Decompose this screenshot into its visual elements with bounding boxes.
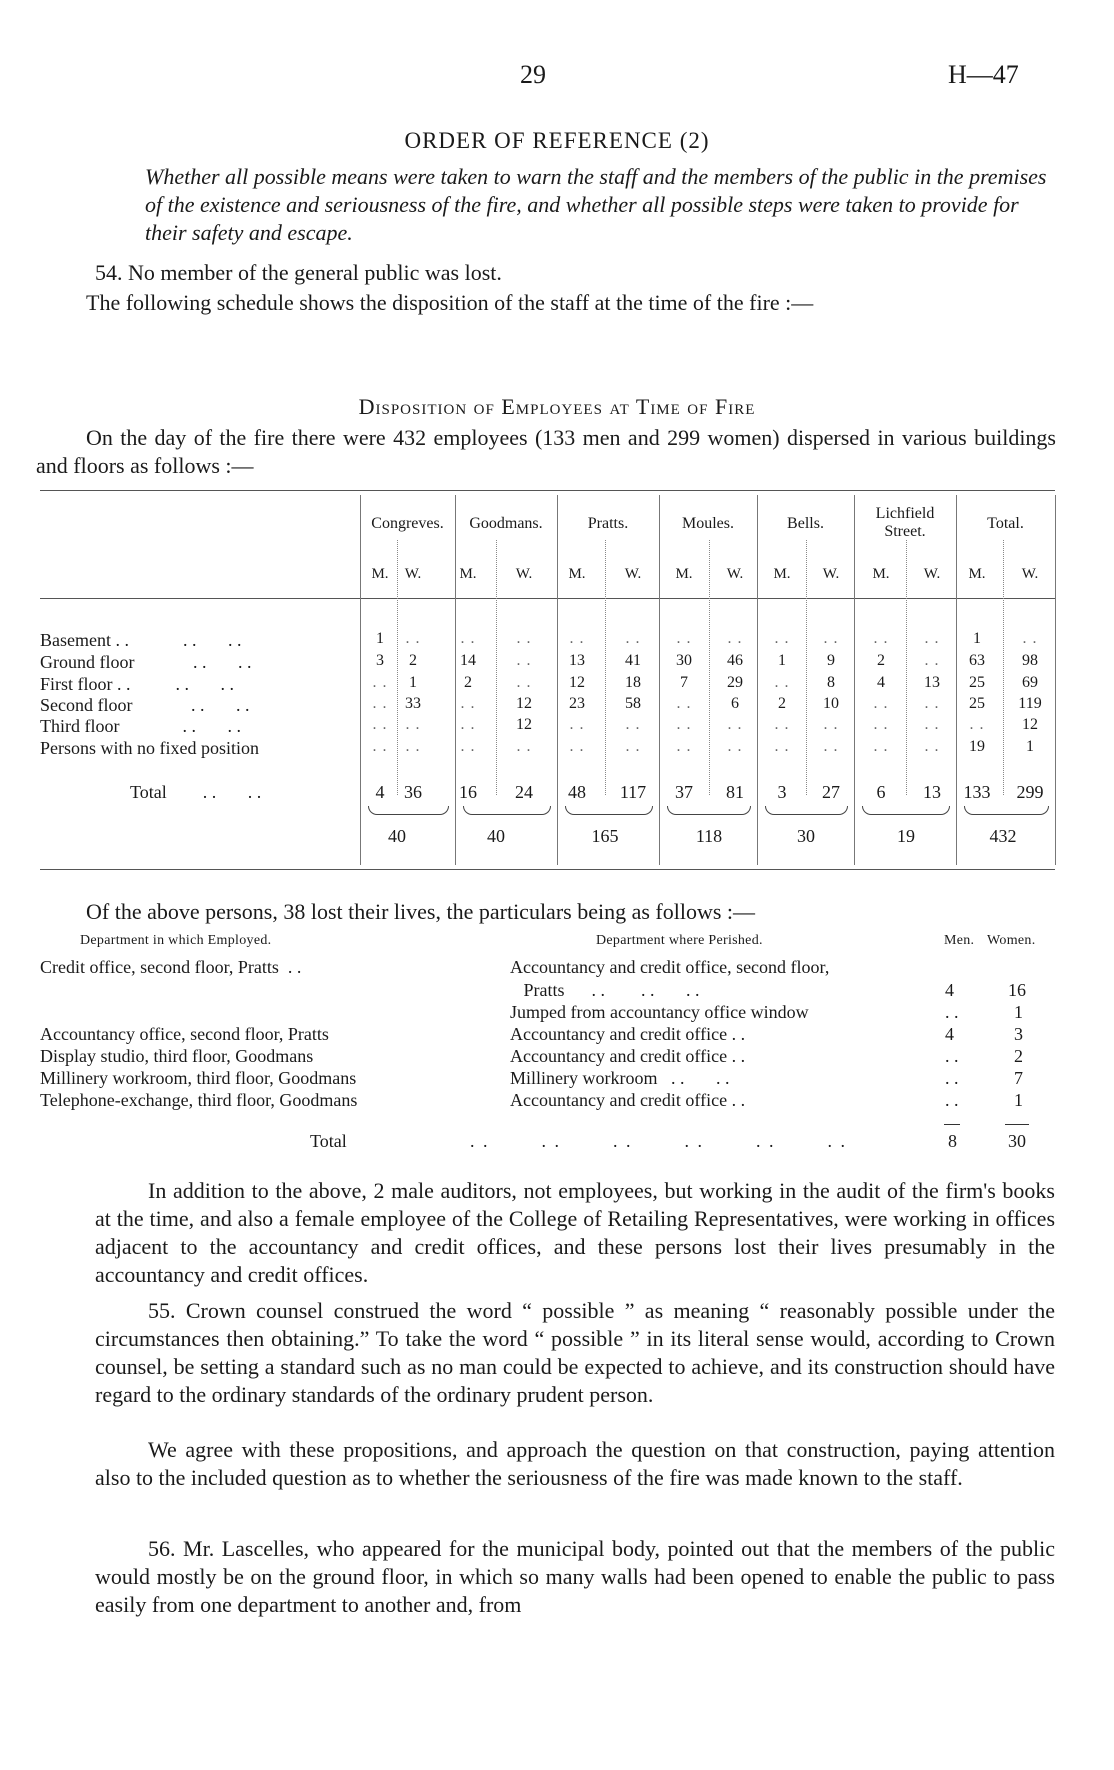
table-cell: 119 xyxy=(1018,695,1042,712)
group-total: 19 xyxy=(897,826,915,846)
dept-employed: Millinery workroom, third floor, Goodmans xyxy=(40,1068,357,1088)
table-cell: 13 xyxy=(924,674,940,691)
table-cell: 2 xyxy=(409,652,417,669)
table-cell: 4 xyxy=(877,674,885,691)
table-cell: 1 xyxy=(778,652,786,669)
total-cell: 133 xyxy=(963,782,991,802)
total-cell: 48 xyxy=(568,782,586,802)
subheader-women: W. xyxy=(515,566,533,582)
order-question: Whether all possible means were taken to warn the staff and the members of the public in the premises of the existence and seriousness of the fire, and whether all possible steps were taken to provide for their safety and escape. xyxy=(145,164,1047,245)
men-count: . . xyxy=(945,1046,959,1066)
table-cell: . . xyxy=(569,716,585,733)
total-cell: 299 xyxy=(1016,782,1044,802)
table-cell: 7 xyxy=(680,674,688,691)
table-cell: 29 xyxy=(727,674,743,691)
table-cell: . . xyxy=(460,716,476,733)
subheader-women: W. xyxy=(404,566,422,582)
subheader-men: M. xyxy=(568,566,586,582)
table-cell: . . xyxy=(405,630,421,647)
page-number: 29 xyxy=(520,60,546,89)
row-label: Basement . . . . . . xyxy=(40,630,242,650)
table-cell: . . xyxy=(460,695,476,712)
group-brace xyxy=(964,806,1049,815)
subheader-women: W. xyxy=(1021,566,1039,582)
header-women: Women. xyxy=(987,933,1036,948)
subheader-men: M. xyxy=(968,566,986,582)
total-cell: 13 xyxy=(923,782,941,802)
subheader-women: W. xyxy=(624,566,642,582)
table-cell: 69 xyxy=(1022,674,1038,691)
table-cell: . . xyxy=(924,652,940,669)
table-cell: 30 xyxy=(676,652,692,669)
header-dept-employed: Department in which Employed. xyxy=(80,933,272,948)
total-cell: 36 xyxy=(404,782,422,802)
subcolumn-divider xyxy=(709,540,710,795)
table-cell: 12 xyxy=(1022,716,1038,733)
men-count: 4 xyxy=(945,1024,954,1044)
schedule-intro: The following schedule shows the disposition of the staff at the time of the fire :— xyxy=(86,290,814,315)
subheader-men: M. xyxy=(459,566,477,582)
subcolumn-divider xyxy=(906,540,907,795)
dept-employed: Credit office, second floor, Pratts . . xyxy=(40,957,302,977)
table-cell: . . xyxy=(405,738,421,755)
subcolumn-divider xyxy=(605,540,606,795)
header-dept-perished: Department where Perished. xyxy=(596,933,763,948)
table-cell: 1 xyxy=(409,674,417,691)
men-count: . . xyxy=(945,1090,959,1110)
women-count: 2 xyxy=(1014,1046,1023,1066)
group-total: 40 xyxy=(388,826,406,846)
subheader-men: M. xyxy=(872,566,890,582)
total-cell: 27 xyxy=(822,782,840,802)
row-label: Ground floor . . . . xyxy=(40,652,252,672)
men-count: . . xyxy=(945,1068,959,1088)
order-heading: ORDER OF REFERENCE (2) xyxy=(404,128,710,153)
paragraph-55: 55. Crown counsel construed the word “ possible ” as meaning “ reasonably possible under the circumstances then obtaining.” To take the word “ possible ” in its literal sense would, according to Crown counsel, be setting a standard such as no man could be expected to achieve, and its construction should have regard to the ordinary standards of the ordinary prudent person. xyxy=(95,1298,1055,1407)
table-cell: 8 xyxy=(827,674,835,691)
table-rule xyxy=(40,490,1055,491)
table-cell: 18 xyxy=(625,674,641,691)
table-cell: . . xyxy=(873,738,889,755)
table-cell: 2 xyxy=(778,695,786,712)
group-brace xyxy=(862,806,950,815)
table-cell: . . xyxy=(873,630,889,647)
column-divider xyxy=(757,495,758,865)
table-cell: . . xyxy=(823,716,839,733)
dept-perished: Accountancy and credit office . . xyxy=(510,1046,746,1066)
table-cell: . . xyxy=(625,630,641,647)
total-label: Total xyxy=(310,1131,347,1151)
table-cell: 98 xyxy=(1022,652,1038,669)
section-heading: Disposition of Employees at Time of Fire xyxy=(358,394,756,419)
table-cell: . . xyxy=(460,630,476,647)
table-cell: . . xyxy=(774,674,790,691)
section-intro: On the day of the fire there were 432 employees (133 men and 299 women) dispersed in various buildings and floors as follows :— xyxy=(36,425,1056,478)
group-total: 432 xyxy=(989,826,1017,846)
group-header: Goodmans. xyxy=(469,515,543,532)
table-cell: . . xyxy=(727,630,743,647)
group-brace xyxy=(463,806,551,815)
table-cell: . . xyxy=(516,630,532,647)
total-rule-women xyxy=(1005,1124,1029,1125)
table-cell: 1 xyxy=(1026,738,1034,755)
table-cell: . . xyxy=(460,738,476,755)
group-header: Bells. xyxy=(787,515,824,532)
subheader-men: M. xyxy=(675,566,693,582)
column-divider xyxy=(854,495,855,865)
women-count: 16 xyxy=(1008,980,1026,1000)
total-cell: 6 xyxy=(876,782,886,802)
table-cell: . . xyxy=(372,674,388,691)
group-header: Congreves. xyxy=(371,515,444,532)
subheader-women: W. xyxy=(822,566,840,582)
column-divider xyxy=(1055,495,1056,865)
dept-employed: Telephone-exchange, third floor, Goodmans xyxy=(40,1090,358,1110)
table-cell: . . xyxy=(873,716,889,733)
table-cell: 46 xyxy=(727,652,743,669)
total-leaders: . . . . . . . . . . . . xyxy=(470,1131,847,1151)
table-cell: . . xyxy=(1022,630,1038,647)
table-cell: . . xyxy=(873,695,889,712)
total-cell: 117 xyxy=(619,782,647,802)
group-brace xyxy=(565,806,653,815)
total-cell: 3 xyxy=(777,782,787,802)
table-cell: 1 xyxy=(376,630,384,647)
dept-employed: Display studio, third floor, Goodmans xyxy=(40,1046,314,1066)
table-cell: . . xyxy=(676,738,692,755)
group-header: Total. xyxy=(987,515,1024,532)
table-cell: 13 xyxy=(569,652,585,669)
dept-perished: Accountancy and credit office . . xyxy=(510,1090,746,1110)
group-header: Lichfield Street. xyxy=(875,505,935,540)
subheader-men: M. xyxy=(773,566,791,582)
total-cell: 4 xyxy=(375,782,385,802)
paragraph-56: 56. Mr. Lascelles, who appeared for the municipal body, pointed out that the members of the public would mostly be on the ground floor, in which so many walls had been opened to enable the public to pass easily from one department to another and, from xyxy=(95,1536,1055,1617)
dept-perished: Pratts . . . . . . xyxy=(510,980,700,1000)
table-cell: . . xyxy=(372,695,388,712)
table-cell: . . xyxy=(516,674,532,691)
total-women: 30 xyxy=(1008,1131,1026,1151)
women-count: 1 xyxy=(1014,1090,1023,1110)
table-cell: 12 xyxy=(569,674,585,691)
table-cell: 23 xyxy=(569,695,585,712)
row-label: Third floor . . . . xyxy=(40,716,241,736)
table-cell: . . xyxy=(969,716,985,733)
group-total: 118 xyxy=(695,826,723,846)
men-count: 4 xyxy=(945,980,954,1000)
table-cell: . . xyxy=(516,738,532,755)
women-count: 1 xyxy=(1014,1002,1023,1022)
subheader-women: W. xyxy=(923,566,941,582)
group-header: Pratts. xyxy=(587,515,629,532)
table-cell: 9 xyxy=(827,652,835,669)
table-cell: . . xyxy=(924,716,940,733)
table-cell: 41 xyxy=(625,652,641,669)
table-cell: 58 xyxy=(625,695,641,712)
subheader-men: M. xyxy=(371,566,389,582)
group-brace xyxy=(368,806,449,815)
men-count: . . xyxy=(945,1002,959,1022)
table-cell: 1 xyxy=(973,630,981,647)
table-cell: 25 xyxy=(969,695,985,712)
table-rule xyxy=(40,869,1055,870)
table-cell: . . xyxy=(516,652,532,669)
paragraph-54: 54. No member of the general public was lost. xyxy=(95,260,502,285)
table-cell: . . xyxy=(625,738,641,755)
dept-perished: Jumped from accountancy office window xyxy=(510,1002,809,1022)
row-label: Persons with no fixed position xyxy=(40,738,259,758)
table-cell: 2 xyxy=(464,674,472,691)
table-cell: 6 xyxy=(731,695,739,712)
table-cell: . . xyxy=(774,716,790,733)
table-cell: . . xyxy=(569,630,585,647)
total-rule-men xyxy=(944,1124,960,1125)
subcolumn-divider xyxy=(806,540,807,795)
total-men: 8 xyxy=(948,1131,957,1151)
document-reference: H—47 xyxy=(948,60,1019,89)
group-brace xyxy=(765,806,848,815)
total-cell: 16 xyxy=(459,782,477,802)
table-cell: . . xyxy=(774,738,790,755)
women-count: 7 xyxy=(1014,1068,1023,1088)
table-cell: 33 xyxy=(405,695,421,712)
table-cell: . . xyxy=(625,716,641,733)
table-cell: . . xyxy=(823,630,839,647)
dept-perished: Millinery workroom . . . . xyxy=(510,1068,730,1088)
total-row-label: Total . . . . xyxy=(130,782,262,802)
group-brace xyxy=(667,806,751,815)
table-cell: . . xyxy=(924,630,940,647)
subcolumn-divider xyxy=(496,540,497,795)
table-cell: . . xyxy=(676,695,692,712)
table-cell: 10 xyxy=(823,695,839,712)
group-header: Moules. xyxy=(682,515,734,532)
table-cell: 25 xyxy=(969,674,985,691)
table-cell: . . xyxy=(727,716,743,733)
table-cell: . . xyxy=(372,716,388,733)
table-cell: . . xyxy=(823,738,839,755)
paragraph-auditors: In addition to the above, 2 male auditors, not employees, but working in the audit of the firm's books at the time, and also a female employee of the College of Retailing Representatives, were working in offices adjacent to the accountancy and credit offices, and these persons lost their lives presumably in the accountancy and credit offices. xyxy=(95,1178,1055,1287)
table-cell: 2 xyxy=(877,652,885,669)
row-label: First floor . . . . . . xyxy=(40,674,235,694)
group-total: 165 xyxy=(591,826,619,846)
total-cell: 81 xyxy=(726,782,744,802)
group-total: 30 xyxy=(797,826,815,846)
table-cell: . . xyxy=(924,695,940,712)
table-cell: . . xyxy=(372,738,388,755)
table-cell: 63 xyxy=(969,652,985,669)
lost-intro: Of the above persons, 38 lost their lives, the particulars being as follows :— xyxy=(86,899,756,924)
table-rule xyxy=(40,598,1055,599)
total-cell: 37 xyxy=(675,782,693,802)
table-cell: 12 xyxy=(516,695,532,712)
subheader-women: W. xyxy=(726,566,744,582)
row-label: Second floor . . . . xyxy=(40,695,250,715)
table-cell: . . xyxy=(676,716,692,733)
header-men: Men. xyxy=(944,933,975,948)
table-cell: . . xyxy=(924,738,940,755)
table-cell: . . xyxy=(774,630,790,647)
table-cell: 19 xyxy=(969,738,985,755)
total-cell: 24 xyxy=(515,782,533,802)
table-cell: 14 xyxy=(460,652,476,669)
paragraph-agree: We agree with these propositions, and approach the question on that construction, paying attention also to the included question as to whether the seriousness of the fire was made known to the staff. xyxy=(95,1437,1055,1490)
table-cell: 12 xyxy=(516,716,532,733)
column-divider xyxy=(659,495,660,865)
group-total: 40 xyxy=(487,826,505,846)
table-cell: . . xyxy=(676,630,692,647)
table-cell: . . xyxy=(569,738,585,755)
subcolumn-divider xyxy=(1003,540,1004,795)
women-count: 3 xyxy=(1014,1024,1023,1044)
table-cell: 3 xyxy=(376,652,384,669)
table-cell: . . xyxy=(727,738,743,755)
table-cell: . . xyxy=(405,716,421,733)
dept-perished: Accountancy and credit office . . xyxy=(510,1024,746,1044)
dept-employed: Accountancy office, second floor, Pratts xyxy=(40,1024,329,1044)
dept-perished: Accountancy and credit office, second floor, xyxy=(510,957,830,977)
